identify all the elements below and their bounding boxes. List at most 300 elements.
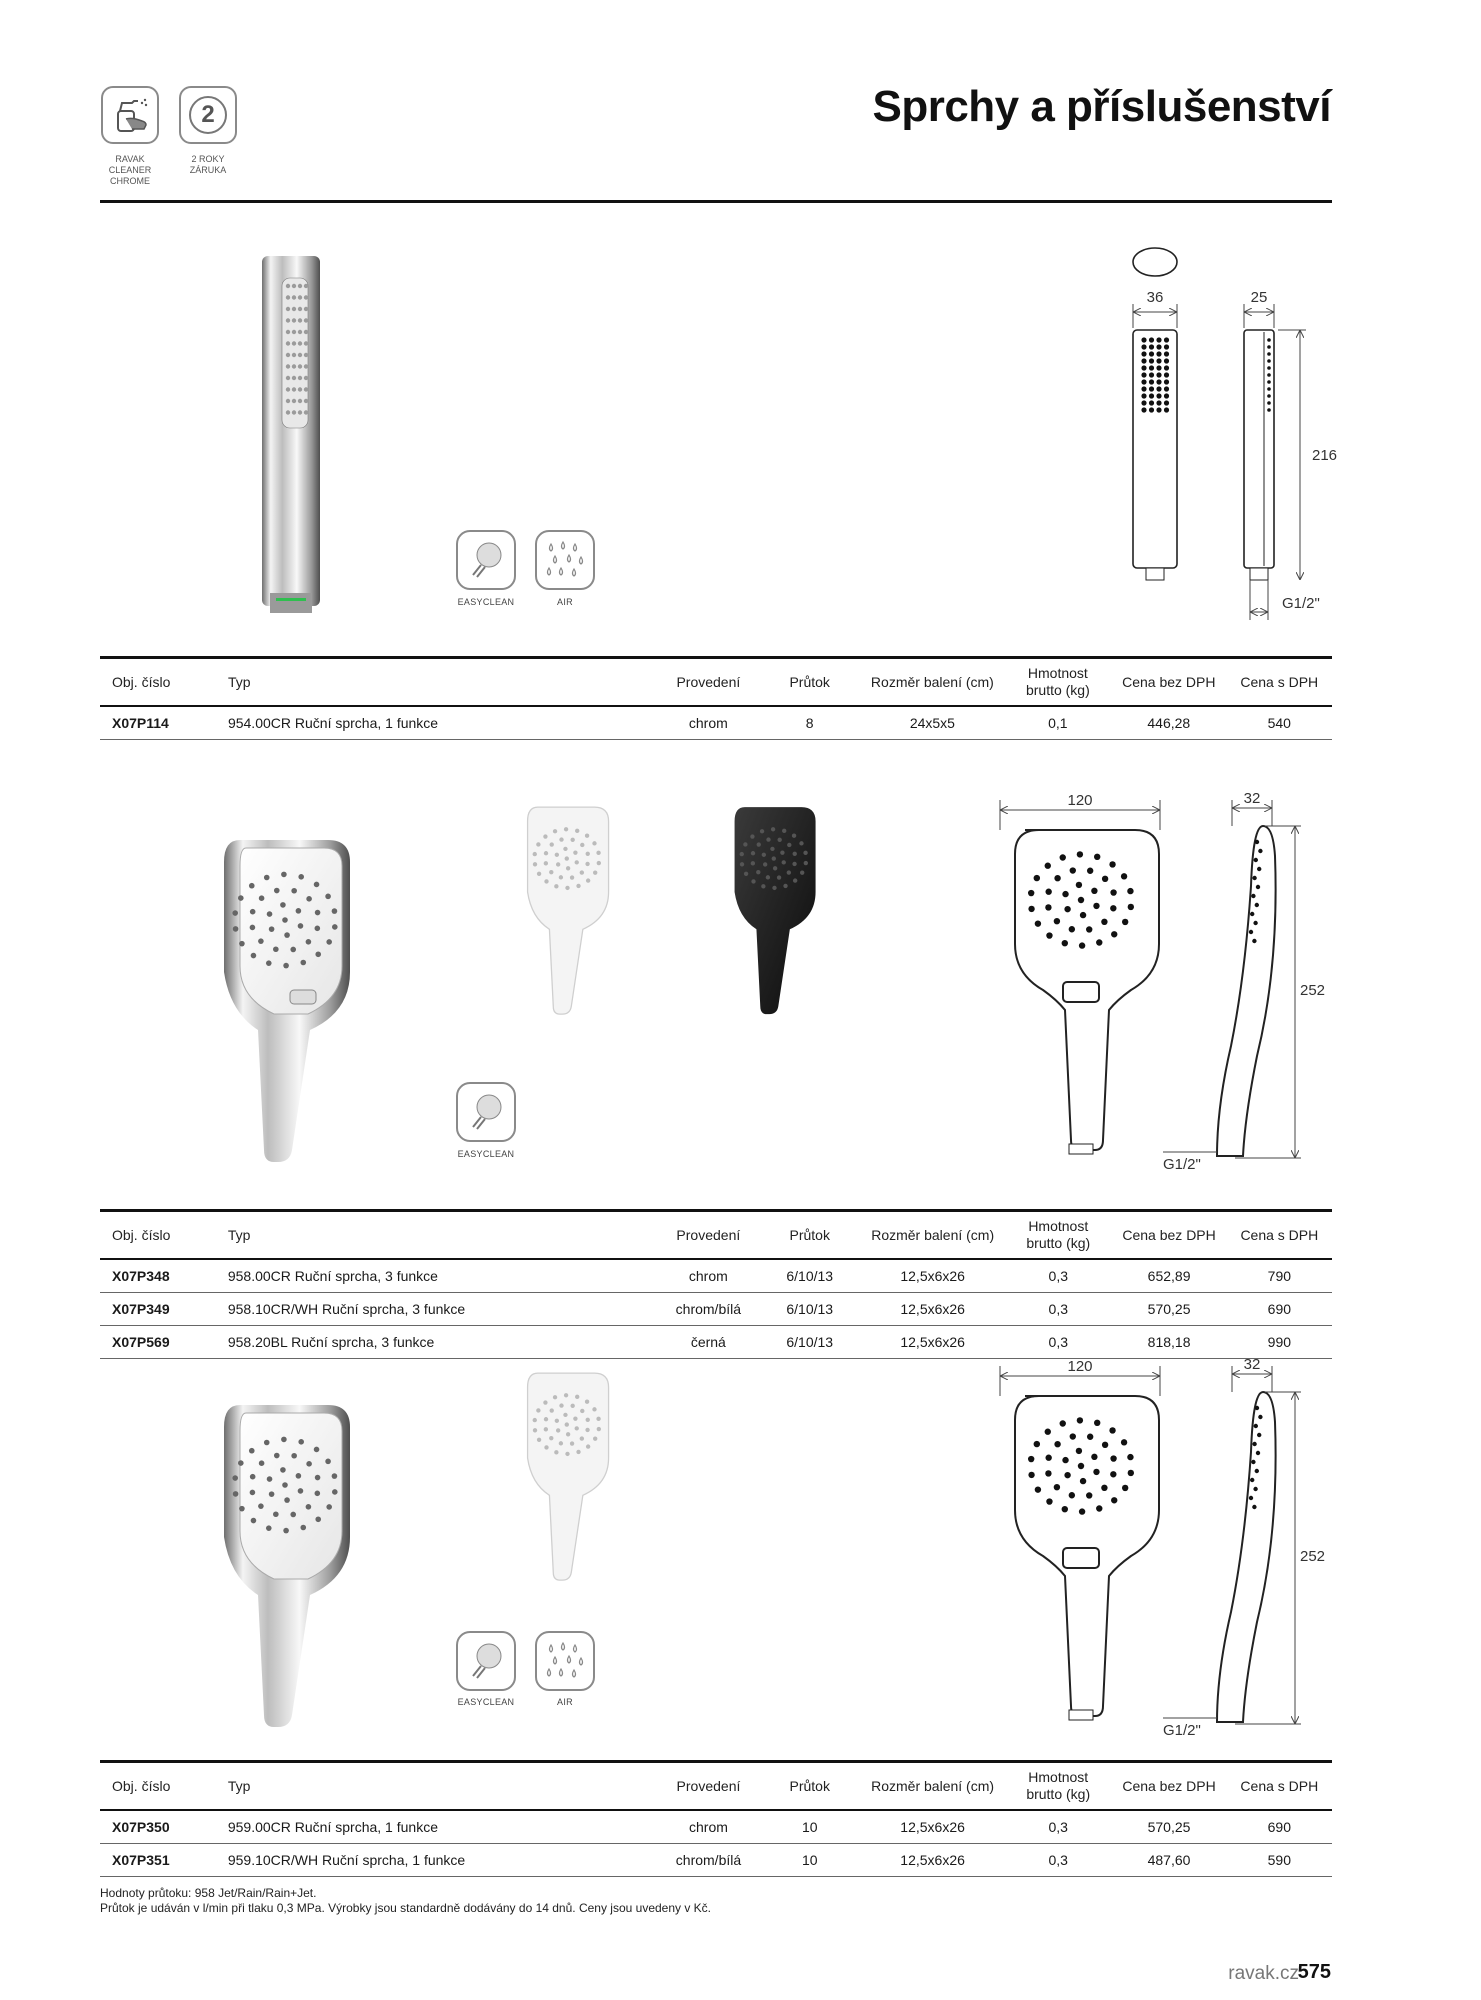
nozzle-dot (266, 960, 272, 966)
nozzle-dot (1122, 919, 1128, 925)
nozzle-dot (750, 834, 754, 838)
col-type: Typ (224, 1762, 658, 1811)
nozzle-dot (1128, 1470, 1134, 1476)
nozzle-dot (1046, 932, 1052, 938)
nozzle-dot (1164, 372, 1169, 377)
nozzle-dot (284, 1497, 290, 1503)
dim-height: 252 (1300, 1548, 1326, 1565)
nozzle-dot (1149, 393, 1154, 398)
nozzle-dot (1121, 1439, 1127, 1445)
nozzle-dot (570, 875, 574, 879)
nozzle-dot (315, 951, 321, 957)
nozzle-dot (592, 1407, 596, 1411)
col-code: Obj. číslo (100, 1211, 224, 1260)
nozzle-dot (1254, 1424, 1258, 1428)
footer-website-link[interactable]: ravak.cz (1228, 1963, 1299, 1984)
cell-code: X07P114 (100, 706, 224, 740)
cell-flow: 6/10/13 (759, 1259, 860, 1293)
badge-caption-line: CHROME (110, 176, 150, 186)
nozzle-dot (291, 888, 297, 894)
nozzle-dot (1028, 1456, 1034, 1462)
nozzle-dot (1093, 1469, 1099, 1475)
nozzle-dot (326, 939, 332, 945)
cell-weight: 0,3 (1005, 1259, 1111, 1293)
nozzle-dot (766, 875, 770, 879)
nozzle-dot (298, 330, 302, 334)
nozzle-dot (1164, 344, 1169, 349)
warranty-icon (189, 96, 227, 134)
nozzle-dot (286, 364, 290, 368)
cell-price-net: 446,28 (1111, 706, 1226, 740)
nozzle-dot (332, 1489, 338, 1495)
cell-code: X07P349 (100, 1293, 224, 1326)
cleaner-badge-caption (95, 154, 165, 187)
nozzle-dot (564, 827, 568, 831)
nozzle-dot (1086, 926, 1092, 932)
nozzle-dot (232, 1475, 238, 1481)
nozzle-dot (549, 1436, 553, 1440)
nozzle-dot (274, 888, 280, 894)
nozzle-dot (1087, 1434, 1093, 1440)
table-header-row (100, 1762, 1332, 1811)
nozzle-dot (286, 330, 290, 334)
col-package: Rozměr balení (cm) (860, 658, 1005, 707)
dim-thread: G1/2" (1282, 595, 1320, 612)
nozzle-dot (1070, 1433, 1076, 1439)
nozzle-dot (1141, 337, 1146, 342)
nozzle-dot (766, 837, 770, 841)
nozzle-dot (292, 410, 296, 414)
nozzle-dot (536, 842, 540, 846)
dim-width-side: 32 (1243, 1356, 1261, 1373)
nozzle-dot (772, 856, 776, 860)
cell-code: X07P350 (100, 1810, 224, 1844)
nozzle-dot (1149, 337, 1154, 342)
hand-shower-white-photo (525, 800, 615, 1020)
nozzle-dot (771, 827, 775, 831)
nozzle-dot (586, 878, 590, 882)
nozzle-dot (292, 399, 296, 403)
nozzle-dot (1054, 918, 1060, 924)
nozzle-dot (280, 1467, 286, 1473)
air-badge (535, 1631, 595, 1691)
nozzle-dot (559, 837, 563, 841)
cell-finish: chrom/bílá (658, 1844, 760, 1877)
nozzle-dot (304, 353, 308, 357)
nozzle-dot (1156, 365, 1161, 370)
nozzle-dot (570, 1441, 574, 1445)
nozzle-dot (315, 925, 321, 931)
nozzle-dot (304, 364, 308, 368)
nozzle-dot (269, 926, 275, 932)
easyclean-badge (456, 530, 516, 590)
nozzle-dot (1101, 919, 1107, 925)
nozzle-dot (751, 879, 755, 883)
cell-flow: 8 (759, 706, 860, 740)
nozzle-dot (1149, 351, 1154, 356)
col-finish: Provedení (657, 658, 759, 707)
nozzle-dot (751, 861, 755, 865)
nozzle-dot (250, 925, 256, 931)
dim-width-front: 120 (1067, 792, 1093, 809)
nozzle-dot (233, 926, 239, 932)
nozzle-dot (1045, 889, 1051, 895)
nozzle-dot (258, 1503, 264, 1509)
nozzle-dot (1062, 1506, 1068, 1512)
nozzle-dot (1076, 882, 1082, 888)
nozzle-dot (1156, 400, 1161, 405)
nozzle-dot (286, 318, 290, 322)
col-finish: Provedení (658, 1762, 760, 1811)
nozzle-dot (281, 872, 287, 878)
nozzle-dot (298, 284, 302, 288)
nozzle-dot (304, 318, 308, 322)
nozzle-dot (580, 843, 584, 847)
nozzle-dot (537, 872, 541, 876)
nozzle-dot (291, 1453, 297, 1459)
table-row (100, 1293, 1332, 1326)
col-package: Rozměr balení (cm) (860, 1762, 1005, 1811)
nozzle-dot (804, 861, 808, 865)
col-weight (1005, 658, 1111, 707)
air-badge (535, 530, 595, 590)
nozzle-dot (585, 1400, 589, 1404)
nozzle-dot (298, 923, 304, 929)
badge-caption-line: ZÁRUKA (189, 165, 227, 175)
nozzle-dot (549, 870, 553, 874)
nozzle-dot (298, 353, 302, 357)
nozzle-dot (1141, 407, 1146, 412)
warranty-badge-caption (173, 154, 243, 176)
col-type: Typ (224, 658, 658, 707)
nozzle-dot (743, 842, 747, 846)
air-label: AIR (557, 1697, 573, 1707)
nozzle-dot (1267, 380, 1271, 384)
easyclean-label: EASYCLEAN (457, 597, 515, 607)
nozzle-dot (1034, 875, 1040, 881)
cell-type: 959.00CR Ruční sprcha, 1 funkce (224, 1810, 658, 1844)
nozzle-dot (1149, 372, 1154, 377)
hand-shower-chrome-photo (220, 830, 360, 1170)
badge-caption-line: CLEANER (108, 165, 152, 175)
nozzle-dot (803, 851, 807, 855)
nozzle-dot (239, 941, 245, 947)
nozzle-dot (292, 364, 296, 368)
nozzle-dot (273, 1511, 279, 1517)
nozzle-dot (597, 1427, 601, 1431)
nozzle-dot (792, 862, 796, 866)
nozzle-dot (570, 1404, 574, 1408)
nozzle-dot (762, 853, 766, 857)
nozzle-dot (306, 1504, 312, 1510)
nozzle-dot (1096, 939, 1102, 945)
nozzle-dot (1164, 386, 1169, 391)
nozzle-dot (1251, 894, 1255, 898)
nozzle-dot (300, 1525, 306, 1531)
col-weight-line2: brutto (kg) (1025, 682, 1090, 698)
nozzle-dot (1149, 407, 1154, 412)
nozzle-dot (564, 1393, 568, 1397)
cell-type: 958.10CR/WH Ruční sprcha, 3 funkce (224, 1293, 658, 1326)
nozzle-dot (566, 866, 570, 870)
nozzle-dot (1054, 1441, 1060, 1447)
nozzle-dot (296, 908, 302, 914)
nozzle-dot (273, 946, 279, 952)
footnote-line: Průtok je udáván v l/min při tlaku 0,3 MPa. Výrobky jsou standardně dodávány do 14 dnů. Ceny jsou uvedeny v Kč. (100, 1901, 712, 1915)
nozzle-dot (282, 1482, 288, 1488)
nozzle-dot (565, 856, 569, 860)
nozzle-dot (1111, 1497, 1117, 1503)
nozzle-dot (250, 1490, 256, 1496)
nozzle-dot (1249, 930, 1253, 934)
nozzle-dot (250, 1474, 256, 1480)
cell-code: X07P348 (100, 1259, 224, 1293)
nozzle-dot (756, 870, 760, 874)
nozzle-dot (1069, 926, 1075, 932)
nozzle-dot (315, 1490, 321, 1496)
nozzle-dot (555, 853, 559, 857)
nozzle-dot (290, 1512, 296, 1518)
nozzle-dot (300, 960, 306, 966)
spec-table-1 (100, 656, 1332, 740)
cell-price-gross: 690 (1227, 1293, 1332, 1326)
nozzle-dot (1062, 1457, 1068, 1463)
easyclean-icon (465, 1091, 507, 1133)
nozzle-dot (1255, 1469, 1259, 1473)
dim-thread: G1/2" (1163, 1156, 1201, 1173)
nozzle-dot (1128, 904, 1134, 910)
nozzle-dot (274, 1453, 280, 1459)
nozzle-dot (777, 838, 781, 842)
nozzle-dot (793, 852, 797, 856)
nozzle-dot (773, 866, 777, 870)
col-flow: Průtok (759, 658, 860, 707)
table-row (100, 1326, 1332, 1359)
nozzle-dot (251, 953, 257, 959)
nozzle-dot (1141, 379, 1146, 384)
col-weight (1005, 1762, 1111, 1811)
nozzle-dot (1121, 873, 1127, 879)
nozzle-dot (1250, 912, 1254, 916)
cleaner-spray-icon (108, 95, 152, 135)
nozzle-dot (286, 387, 290, 391)
air-drops-icon (543, 1639, 587, 1683)
cell-code: X07P569 (100, 1326, 224, 1359)
nozzle-dot (298, 295, 302, 299)
nozzle-dot (757, 842, 761, 846)
nozzle-dot (283, 1528, 289, 1534)
nozzle-dot (292, 353, 296, 357)
nozzle-dot (1078, 1463, 1084, 1469)
nozzle-dot (1141, 372, 1146, 377)
nozzle-dot (315, 1475, 321, 1481)
nozzle-dot (1091, 888, 1097, 894)
nozzle-dot (233, 1491, 239, 1497)
nozzle-dot (267, 1476, 273, 1482)
cell-package: 12,5x6x26 (860, 1326, 1005, 1359)
nozzle-dot (1062, 891, 1068, 897)
nozzle-dot (298, 364, 302, 368)
nozzle-dot (238, 895, 244, 901)
nozzle-dot (251, 1518, 257, 1524)
dim-width-front: 120 (1067, 1358, 1093, 1375)
nozzle-dot (586, 1418, 590, 1422)
hand-shower-drawing-2 (995, 790, 1340, 1175)
nozzle-dot (550, 1408, 554, 1412)
nozzle-dot (286, 376, 290, 380)
stick-shower-drawing (1110, 240, 1340, 630)
warranty-number: 2 (201, 101, 215, 128)
nozzle-dot (332, 1473, 338, 1479)
nozzle-dot (259, 895, 265, 901)
dim-width-side: 32 (1243, 790, 1261, 807)
nozzle-dot (1102, 876, 1108, 882)
nozzle-dot (1110, 905, 1116, 911)
col-weight-line1: Hmotnost (1027, 665, 1088, 681)
nozzle-dot (1164, 393, 1169, 398)
nozzle-dot (304, 307, 308, 311)
cell-price-gross: 540 (1227, 706, 1333, 740)
col-code: Obj. číslo (100, 658, 224, 707)
nozzle-dot (1087, 868, 1093, 874)
nozzle-dot (1156, 407, 1161, 412)
col-price-net: Cena bez DPH (1111, 1211, 1226, 1260)
nozzle-dot (304, 410, 308, 414)
nozzle-dot (1149, 386, 1154, 391)
nozzle-dot (332, 924, 338, 930)
nozzle-dot (1069, 1492, 1075, 1498)
cell-flow: 6/10/13 (759, 1326, 860, 1359)
nozzle-dot (1094, 1420, 1100, 1426)
nozzle-dot (1156, 386, 1161, 391)
nozzle-dot (1257, 867, 1261, 871)
nozzle-dot (559, 1441, 563, 1445)
nozzle-dot (573, 1416, 577, 1420)
nozzle-dot (763, 862, 767, 866)
nozzle-dot (1149, 358, 1154, 363)
col-flow: Průtok (759, 1211, 860, 1260)
nozzle-dot (1250, 1478, 1254, 1482)
hand-shower-chrome-photo-2 (220, 1395, 360, 1735)
easyclean-badge (456, 1631, 516, 1691)
nozzle-dot (544, 861, 548, 865)
nozzle-dot (1127, 1454, 1133, 1460)
nozzle-dot (563, 1413, 567, 1417)
nozzle-dot (298, 376, 302, 380)
nozzle-dot (556, 862, 560, 866)
easyclean-icon (465, 1640, 507, 1682)
dim-height: 252 (1300, 982, 1326, 999)
nozzle-dot (1054, 875, 1060, 881)
cell-type: 958.20BL Ruční sprcha, 3 funkce (224, 1326, 658, 1359)
spec-table-3 (100, 1760, 1332, 1877)
nozzle-dot (555, 1419, 559, 1423)
nozzle-dot (799, 841, 803, 845)
nozzle-dot (553, 829, 557, 833)
nozzle-dot (575, 829, 579, 833)
nozzle-dot (298, 341, 302, 345)
badge-caption-line: 2 ROKY (191, 154, 225, 164)
nozzle-dot (258, 938, 264, 944)
hand-shower-white-photo-2 (525, 1366, 615, 1586)
nozzle-dot (544, 1417, 548, 1421)
nozzle-dot (1164, 407, 1169, 412)
air-drops-icon (543, 538, 587, 582)
nozzle-dot (298, 874, 304, 880)
cell-finish: chrom (657, 706, 759, 740)
nozzle-dot (1164, 365, 1169, 370)
nozzle-dot (314, 882, 320, 888)
nozzle-dot (1255, 903, 1259, 907)
nozzle-dot (1267, 408, 1271, 412)
cell-finish: chrom/bílá (657, 1293, 759, 1326)
nozzle-dot (800, 870, 804, 874)
nozzle-dot (1164, 358, 1169, 363)
nozzle-dot (1267, 352, 1271, 356)
nozzle-dot (304, 295, 308, 299)
nozzle-dot (1258, 1415, 1262, 1419)
nozzle-dot (593, 1436, 597, 1440)
col-finish: Provedení (657, 1211, 759, 1260)
nozzle-dot (1109, 1427, 1115, 1433)
nozzle-dot (286, 341, 290, 345)
nozzle-dot (283, 963, 289, 969)
cell-package: 12,5x6x26 (860, 1844, 1005, 1877)
nozzle-dot (232, 910, 238, 916)
nozzle-dot (533, 862, 537, 866)
cell-flow: 6/10/13 (759, 1293, 860, 1326)
cell-price-gross: 690 (1227, 1810, 1332, 1844)
dim-width-side: 25 (1250, 289, 1268, 306)
col-price-net: Cena bez DPH (1111, 1762, 1226, 1811)
nozzle-dot (249, 883, 255, 889)
nozzle-dot (575, 1395, 579, 1399)
nozzle-dot (1156, 337, 1161, 342)
col-weight-line1: Hmotnost (1028, 1218, 1089, 1234)
nozzle-dot (286, 410, 290, 414)
nozzle-dot (1156, 393, 1161, 398)
nozzle-dot (576, 884, 580, 888)
nozzle-dot (1064, 906, 1070, 912)
nozzle-dot (1078, 897, 1084, 903)
col-weight-line2: brutto (kg) (1026, 1786, 1091, 1802)
nozzle-dot (1028, 890, 1034, 896)
nozzle-dot (1267, 373, 1271, 377)
nozzle-dot (1141, 400, 1146, 405)
cell-price-net: 652,89 (1111, 1259, 1226, 1293)
nozzle-dot (282, 917, 288, 923)
nozzle-dot (1045, 904, 1051, 910)
nozzle-dot (593, 870, 597, 874)
col-price-net: Cena bez DPH (1111, 658, 1226, 707)
nozzle-dot (543, 834, 547, 838)
nozzle-dot (1254, 858, 1258, 862)
nozzle-dot (1156, 358, 1161, 363)
nozzle-dot (740, 862, 744, 866)
nozzle-dot (537, 1438, 541, 1442)
cell-finish: chrom (658, 1810, 760, 1844)
nozzle-dot (249, 1448, 255, 1454)
nozzle-dot (1086, 1492, 1092, 1498)
col-code: Obj. číslo (100, 1762, 224, 1811)
page-number: 575 (1297, 1961, 1331, 1983)
nozzle-dot (264, 875, 270, 881)
nozzle-dot (1156, 372, 1161, 377)
nozzle-dot (793, 878, 797, 882)
col-weight-line1: Hmotnost (1028, 1769, 1089, 1785)
nozzle-dot (286, 284, 290, 288)
nozzle-dot (544, 1445, 548, 1449)
